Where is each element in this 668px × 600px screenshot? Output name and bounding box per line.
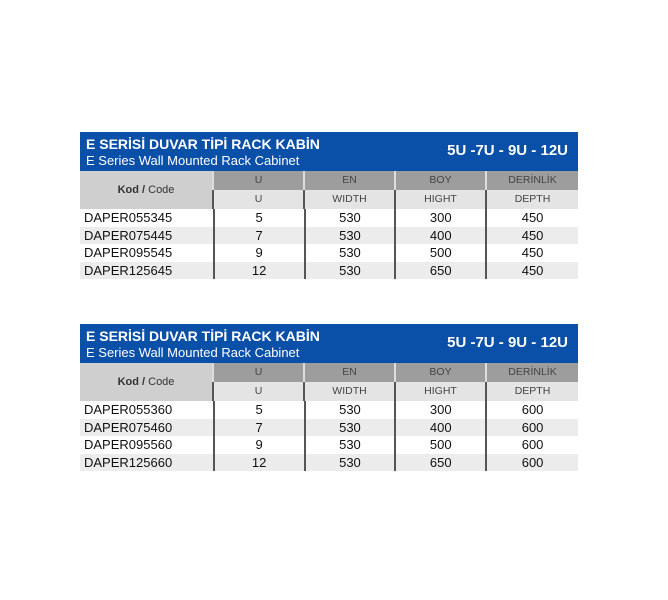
column-header-en: U bbox=[212, 190, 303, 209]
column-header-en: WIDTH bbox=[303, 190, 394, 209]
column-header-en: HIGHT bbox=[394, 190, 485, 209]
cell: 400 bbox=[394, 227, 485, 245]
product-code: DAPER125645 bbox=[84, 262, 173, 278]
cell: 300 bbox=[394, 209, 485, 227]
column-header-tr: BOY bbox=[394, 363, 485, 382]
cell: 650 bbox=[394, 454, 485, 472]
cell: 600 bbox=[485, 454, 578, 472]
cell: 530 bbox=[304, 227, 395, 245]
cell: 530 bbox=[304, 436, 395, 454]
table-row bbox=[80, 227, 578, 245]
table-header bbox=[80, 132, 578, 171]
table-row bbox=[80, 262, 578, 280]
table-row bbox=[80, 401, 578, 419]
spec-table bbox=[80, 132, 578, 279]
cell: 650 bbox=[394, 262, 485, 280]
code-label-tr: Kod bbox=[117, 184, 139, 196]
column-header-tr: U bbox=[212, 363, 303, 382]
cell: 600 bbox=[485, 401, 578, 419]
cell: 600 bbox=[485, 436, 578, 454]
cell: 450 bbox=[485, 227, 578, 245]
cell: 530 bbox=[304, 262, 395, 280]
cell: 12 bbox=[213, 262, 304, 280]
spec-table bbox=[80, 324, 578, 471]
cell: 9 bbox=[213, 436, 304, 454]
product-code: DAPER125660 bbox=[84, 454, 173, 470]
title-tr: E SERİSİ DUVAR TİPİ RACK KABİN bbox=[86, 328, 320, 344]
product-code: DAPER075445 bbox=[84, 227, 173, 243]
cell: 530 bbox=[304, 401, 395, 419]
cell: 7 bbox=[213, 419, 304, 437]
cell: 7 bbox=[213, 227, 304, 245]
title-en: E Series Wall Mounted Rack Cabinet bbox=[86, 153, 300, 168]
product-code: DAPER095545 bbox=[84, 245, 173, 260]
cell: 500 bbox=[394, 436, 485, 454]
cell: 530 bbox=[304, 454, 395, 472]
size-range: 5U -7U - 9U - 12U bbox=[447, 334, 568, 351]
table-row bbox=[80, 436, 578, 454]
cell: 450 bbox=[485, 244, 578, 262]
cell: 530 bbox=[304, 209, 395, 227]
column-header-en: WIDTH bbox=[303, 382, 394, 401]
cell: 500 bbox=[394, 244, 485, 262]
code-header bbox=[80, 171, 212, 209]
cell: 530 bbox=[304, 244, 395, 262]
cell: 5 bbox=[213, 401, 304, 419]
cell: 12 bbox=[213, 454, 304, 472]
column-header-en: DEPTH bbox=[485, 382, 578, 401]
size-range: 5U -7U - 9U - 12U bbox=[447, 142, 568, 159]
column-header-en: DEPTH bbox=[485, 190, 578, 209]
table-row bbox=[80, 244, 578, 262]
column-header-tr: EN bbox=[303, 363, 394, 382]
column-header-tr: U bbox=[212, 171, 303, 190]
table-row bbox=[80, 454, 578, 472]
cell: 450 bbox=[485, 262, 578, 280]
cell: 600 bbox=[485, 419, 578, 437]
title-en: E Series Wall Mounted Rack Cabinet bbox=[86, 345, 300, 360]
code-sep: / bbox=[138, 184, 149, 196]
cell: 9 bbox=[213, 244, 304, 262]
column-header-en: HIGHT bbox=[394, 382, 485, 401]
code-header bbox=[80, 363, 212, 401]
cell: 300 bbox=[394, 401, 485, 419]
table-row bbox=[80, 419, 578, 437]
column-header-tr: BOY bbox=[394, 171, 485, 190]
column-header-tr: DERİNLİK bbox=[485, 171, 578, 190]
column-header-tr: DERİNLİK bbox=[485, 363, 578, 382]
cell: 5 bbox=[213, 209, 304, 227]
product-code: DAPER075460 bbox=[84, 419, 173, 435]
code-label-en: Code bbox=[148, 376, 175, 388]
product-code: DAPER055360 bbox=[84, 402, 173, 417]
column-header-tr: EN bbox=[303, 171, 394, 190]
table-header bbox=[80, 324, 578, 363]
cell: 530 bbox=[304, 419, 395, 437]
code-label-tr: Kod bbox=[117, 376, 139, 388]
code-label-en: Code bbox=[148, 184, 175, 196]
column-header-en: U bbox=[212, 382, 303, 401]
table-row bbox=[80, 209, 578, 227]
product-code: DAPER095560 bbox=[84, 437, 173, 452]
cell: 450 bbox=[485, 209, 578, 227]
cell: 400 bbox=[394, 419, 485, 437]
product-code: DAPER055345 bbox=[84, 210, 173, 225]
code-sep: / bbox=[138, 376, 149, 388]
title-tr: E SERİSİ DUVAR TİPİ RACK KABİN bbox=[86, 136, 320, 152]
